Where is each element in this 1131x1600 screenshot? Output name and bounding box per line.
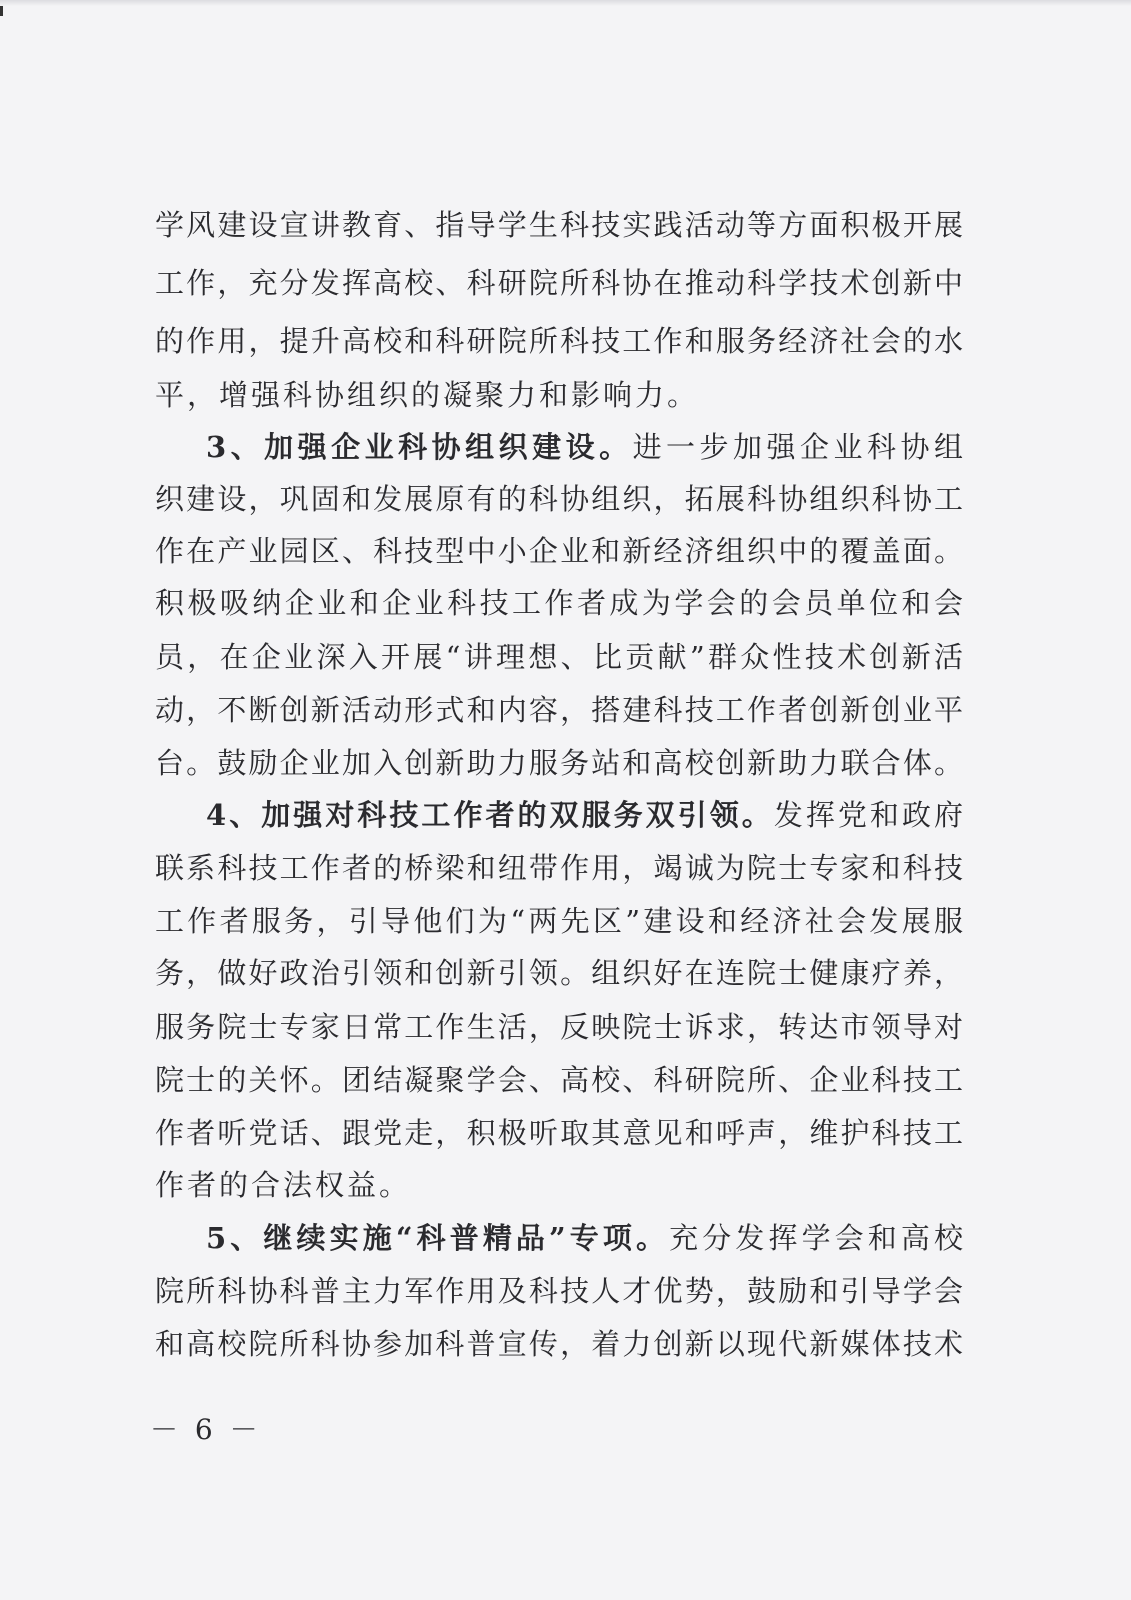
text-line: 织建设，巩固和发展原有的科协组织，拓展科协组织科协工 [155, 482, 963, 516]
section-4-first-line [206, 795, 963, 835]
text-line: 动，不断创新活动形式和内容，搭建科技工作者创新创业平 [155, 693, 963, 727]
text-line: 作在产业园区、科技型中小企业和新经济组织中的覆盖面。 [155, 534, 963, 568]
text-line: 作者听党话、跟党走，积极听取其意见和呼声，维护科技工 [155, 1116, 963, 1150]
section-3-heading: 3、加强企业科协组织建设。 [206, 430, 633, 464]
text-line: 务，做好政治引领和创新引领。组织好在连院士健康疗养， [155, 956, 963, 990]
section-3-first-line [206, 427, 963, 467]
text-line: 员，在企业深入开展“讲理想、比贡献”群众性技术创新活 [155, 640, 963, 674]
scan-mark [0, 6, 3, 16]
text-line: 工作者服务，引导他们为“两先区”建设和经济社会发展服 [155, 904, 963, 938]
section-5-first-line-text: 充分发挥学会和高校 [669, 1221, 963, 1255]
text-line: 联系科技工作者的桥梁和纽带作用，竭诚为院士专家和科技 [155, 851, 963, 885]
section-5-heading: 5、继续实施“科普精品”专项。 [206, 1221, 670, 1255]
section-4-heading: 4、加强对科技工作者的双服务双引领。 [206, 798, 774, 832]
text-line: 院所科协科普主力军作用及科技人才优势，鼓励和引导学会 [155, 1274, 963, 1308]
page-number: － 6 － [150, 1413, 262, 1446]
text-line: 积极吸纳企业和企业科技工作者成为学会的会员单位和会 [155, 586, 963, 620]
section-4-first-line-text: 发挥党和政府 [773, 798, 963, 832]
text-line: 工作，充分发挥高校、科研院所科协在推动科学技术创新中 [155, 266, 963, 300]
text-line: 台。鼓励企业加入创新助力服务站和高校创新助力联合体。 [155, 746, 963, 780]
text-line: 作者的合法权益。 [155, 1168, 412, 1202]
scan-edge [0, 0, 1131, 6]
text-line: 的作用，提升高校和科研院所科技工作和服务经济社会的水 [155, 324, 963, 358]
text-line: 学风建设宣讲教育、指导学生科技实践活动等方面积极开展 [155, 208, 963, 242]
text-line: 平，增强科协组织的凝聚力和影响力。 [155, 378, 700, 412]
text-line: 服务院士专家日常工作生活，反映院士诉求，转达市领导对 [155, 1010, 963, 1044]
text-line: 院士的关怀。团结凝聚学会、高校、科研院所、企业科技工 [155, 1063, 963, 1097]
section-5-first-line [206, 1218, 963, 1258]
text-line: 和高校院所科协参加科普宣传，着力创新以现代新媒体技术 [155, 1327, 963, 1361]
section-3-first-line-text: 进一步加强企业科协组 [632, 430, 963, 464]
